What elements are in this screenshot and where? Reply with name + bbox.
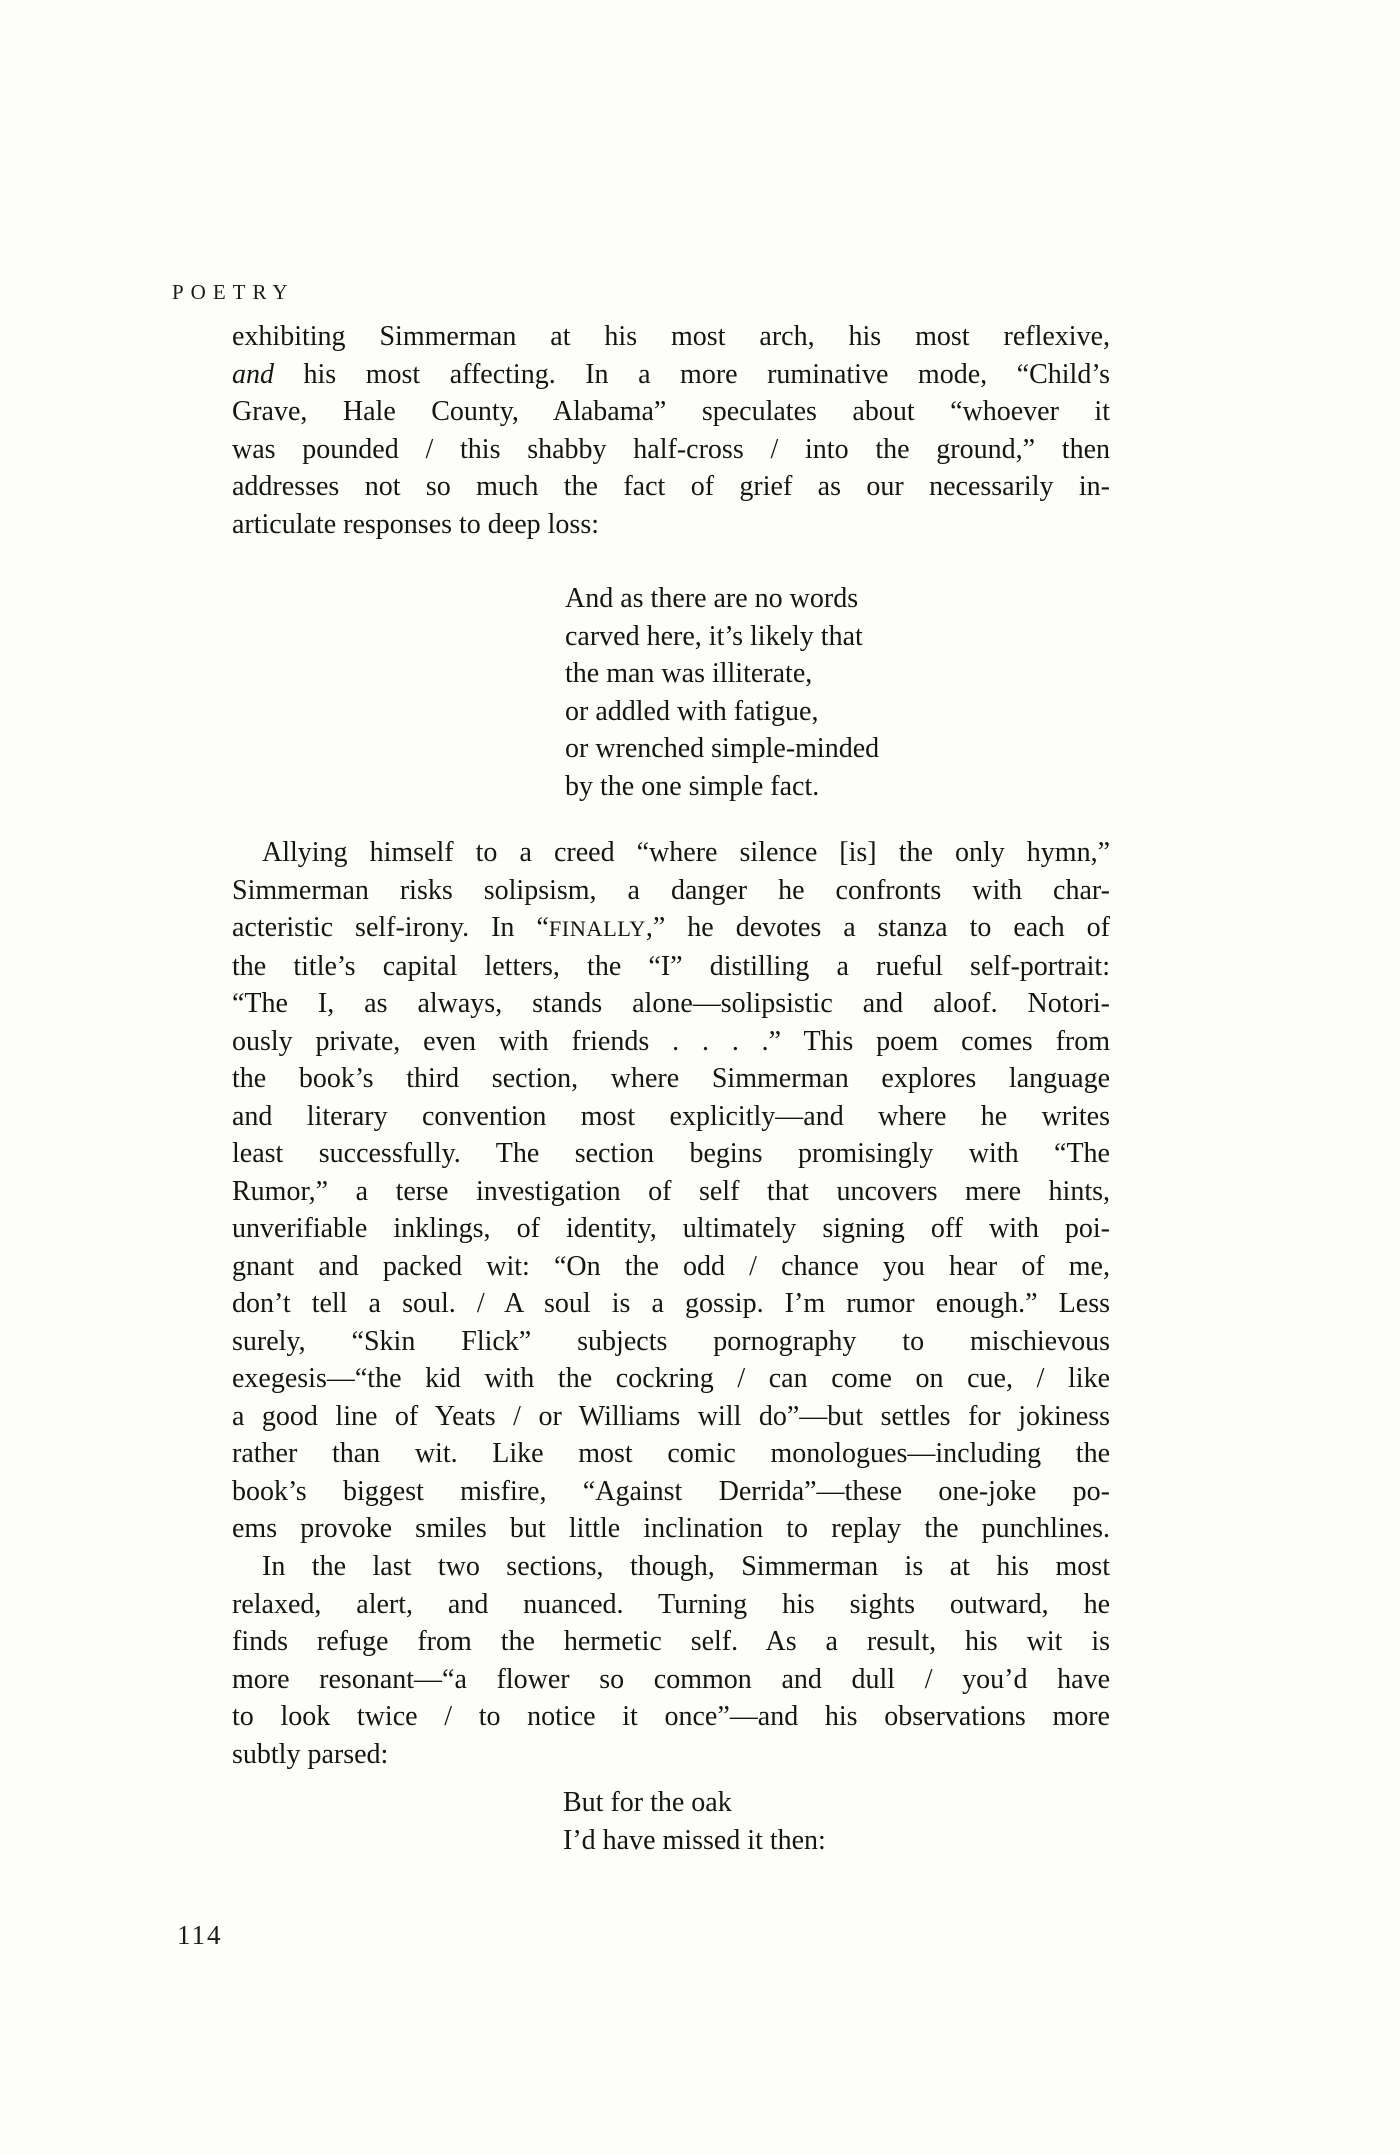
text-segment: a good line of Yeats / or Williams will do”—but settles for jokiness bbox=[232, 1400, 1110, 1432]
text-segment: relaxed, alert, and nuanced. Turning his sights outward, he bbox=[232, 1588, 1110, 1620]
text-line bbox=[565, 618, 1110, 656]
text-segment: carved here, it’s likely that bbox=[565, 620, 863, 652]
text-line bbox=[563, 1822, 1110, 1860]
text-line bbox=[232, 1548, 1110, 1586]
text-line bbox=[565, 693, 1110, 731]
text-segment: by the one simple fact. bbox=[565, 770, 820, 802]
text-segment: and literary convention most explicitly—and where he writes bbox=[232, 1100, 1110, 1132]
text-line bbox=[232, 1661, 1110, 1699]
text-segment: the man was illiterate, bbox=[565, 658, 813, 689]
text-segment: his most affecting. In a more ruminative mode, “Child’s bbox=[274, 358, 1110, 390]
text-line bbox=[232, 1248, 1110, 1286]
text-line bbox=[232, 1473, 1110, 1511]
text-line bbox=[232, 1360, 1110, 1398]
paragraph-2 bbox=[232, 834, 1110, 1548]
text-segment: And as there are no words bbox=[565, 583, 859, 614]
text-segment: ,” he devotes a stanza to each of bbox=[645, 912, 1110, 943]
verse-quote-2 bbox=[232, 1784, 1110, 1859]
text-segment: book’s biggest misfire, “Against Derrida”—these one-joke po- bbox=[232, 1475, 1110, 1507]
text-line bbox=[232, 948, 1110, 986]
text-line bbox=[232, 1173, 1110, 1211]
text-segment: exegesis—“the kid with the cockring / can come on cue, / like bbox=[232, 1363, 1110, 1394]
text-segment: don’t tell a soul. / A soul is a gossip. I’m rumor enough.” Less bbox=[232, 1288, 1110, 1319]
text-segment: subtly parsed: bbox=[232, 1738, 389, 1770]
small-caps-text: FINALLY bbox=[548, 916, 646, 941]
text-segment: acteristic self-irony. In “ bbox=[232, 912, 549, 943]
text-segment: or addled with fatigue, bbox=[565, 695, 819, 727]
text-line bbox=[232, 431, 1110, 469]
text-segment: Allying himself to a creed “where silence [is] the only hymn,” bbox=[262, 837, 1110, 868]
text-segment: Rumor,” a terse investigation of self that uncovers mere hints, bbox=[232, 1175, 1110, 1207]
italic-text: and bbox=[232, 358, 274, 390]
text-segment: or wrenched simple-minded bbox=[565, 733, 880, 764]
verse-quote-1 bbox=[232, 580, 1110, 805]
running-head: POETRY bbox=[172, 280, 295, 304]
text-line bbox=[232, 1135, 1110, 1173]
text-line bbox=[232, 985, 1110, 1023]
text-segment: least successfully. The section begins promisingly with “The bbox=[232, 1138, 1110, 1169]
text-segment: finds refuge from the hermetic self. As a result, his wit is bbox=[232, 1626, 1110, 1657]
text-segment: articulate responses to deep loss: bbox=[232, 508, 600, 540]
paragraph-3 bbox=[232, 1548, 1110, 1773]
page-number: 114 bbox=[177, 1920, 223, 1950]
text-segment: exhibiting Simmerman at his most arch, his most reflexive, bbox=[232, 321, 1110, 352]
text-line bbox=[232, 1060, 1110, 1098]
text-segment: But for the oak bbox=[563, 1787, 732, 1818]
text-line bbox=[232, 909, 1110, 948]
text-line bbox=[232, 1023, 1110, 1061]
paragraph-1 bbox=[232, 318, 1110, 543]
text-segment: I’d have missed it then: bbox=[563, 1824, 826, 1856]
text-line bbox=[232, 506, 1110, 544]
text-segment: gnant and packed wit: “On the odd / chance you hear of me, bbox=[232, 1250, 1110, 1282]
text-line bbox=[232, 1435, 1110, 1473]
text-segment: rather than wit. Like most comic monologues—including the bbox=[232, 1438, 1110, 1469]
text-line bbox=[563, 1784, 1110, 1822]
text-segment: surely, “Skin Flick” subjects pornography to mischievous bbox=[232, 1325, 1110, 1357]
text-segment: addresses not so much the fact of grief as our necessarily in- bbox=[232, 471, 1110, 502]
text-segment: Simmerman risks solipsism, a danger he confronts with char- bbox=[232, 874, 1110, 906]
text-segment: the book’s third section, where Simmerman explores language bbox=[232, 1063, 1110, 1094]
text-line bbox=[232, 1098, 1110, 1136]
text-segment: the title’s capital letters, the “I” distilling a rueful self-portrait: bbox=[232, 950, 1110, 982]
body-text-column bbox=[232, 0, 1110, 2154]
text-line bbox=[232, 1510, 1110, 1548]
text-segment: to look twice / to notice it once”—and his observations more bbox=[232, 1701, 1110, 1732]
text-line bbox=[565, 730, 1110, 768]
text-line bbox=[232, 1736, 1110, 1774]
text-line bbox=[232, 1623, 1110, 1661]
text-segment: “The I, as always, stands alone—solipsistic and aloof. Notori- bbox=[232, 988, 1110, 1019]
text-line bbox=[565, 768, 1110, 806]
text-line bbox=[232, 356, 1110, 394]
text-line bbox=[232, 468, 1110, 506]
text-line bbox=[232, 1285, 1110, 1323]
text-line bbox=[232, 1398, 1110, 1436]
text-segment: In the last two sections, though, Simmerman is at his most bbox=[262, 1551, 1110, 1582]
text-line bbox=[232, 318, 1110, 356]
text-segment: ously private, even with friends . . . .” This poem comes from bbox=[232, 1025, 1110, 1057]
text-segment: was pounded / this shabby half-cross / into the ground,” then bbox=[232, 433, 1110, 465]
text-line bbox=[565, 580, 1110, 618]
text-line bbox=[232, 1698, 1110, 1736]
text-segment: Grave, Hale County, Alabama” speculates about “whoever it bbox=[232, 396, 1110, 427]
text-line bbox=[232, 1210, 1110, 1248]
text-line bbox=[232, 1586, 1110, 1624]
text-segment: more resonant—“a flower so common and dull / you’d have bbox=[232, 1663, 1110, 1695]
text-line bbox=[232, 1323, 1110, 1361]
text-segment: unverifiable inklings, of identity, ultimately signing off with poi- bbox=[232, 1213, 1110, 1244]
text-line bbox=[232, 834, 1110, 872]
text-segment: ems provoke smiles but little inclination to replay the punchlines. bbox=[232, 1513, 1110, 1544]
text-line bbox=[565, 655, 1110, 693]
text-line bbox=[232, 872, 1110, 910]
text-line bbox=[232, 393, 1110, 431]
